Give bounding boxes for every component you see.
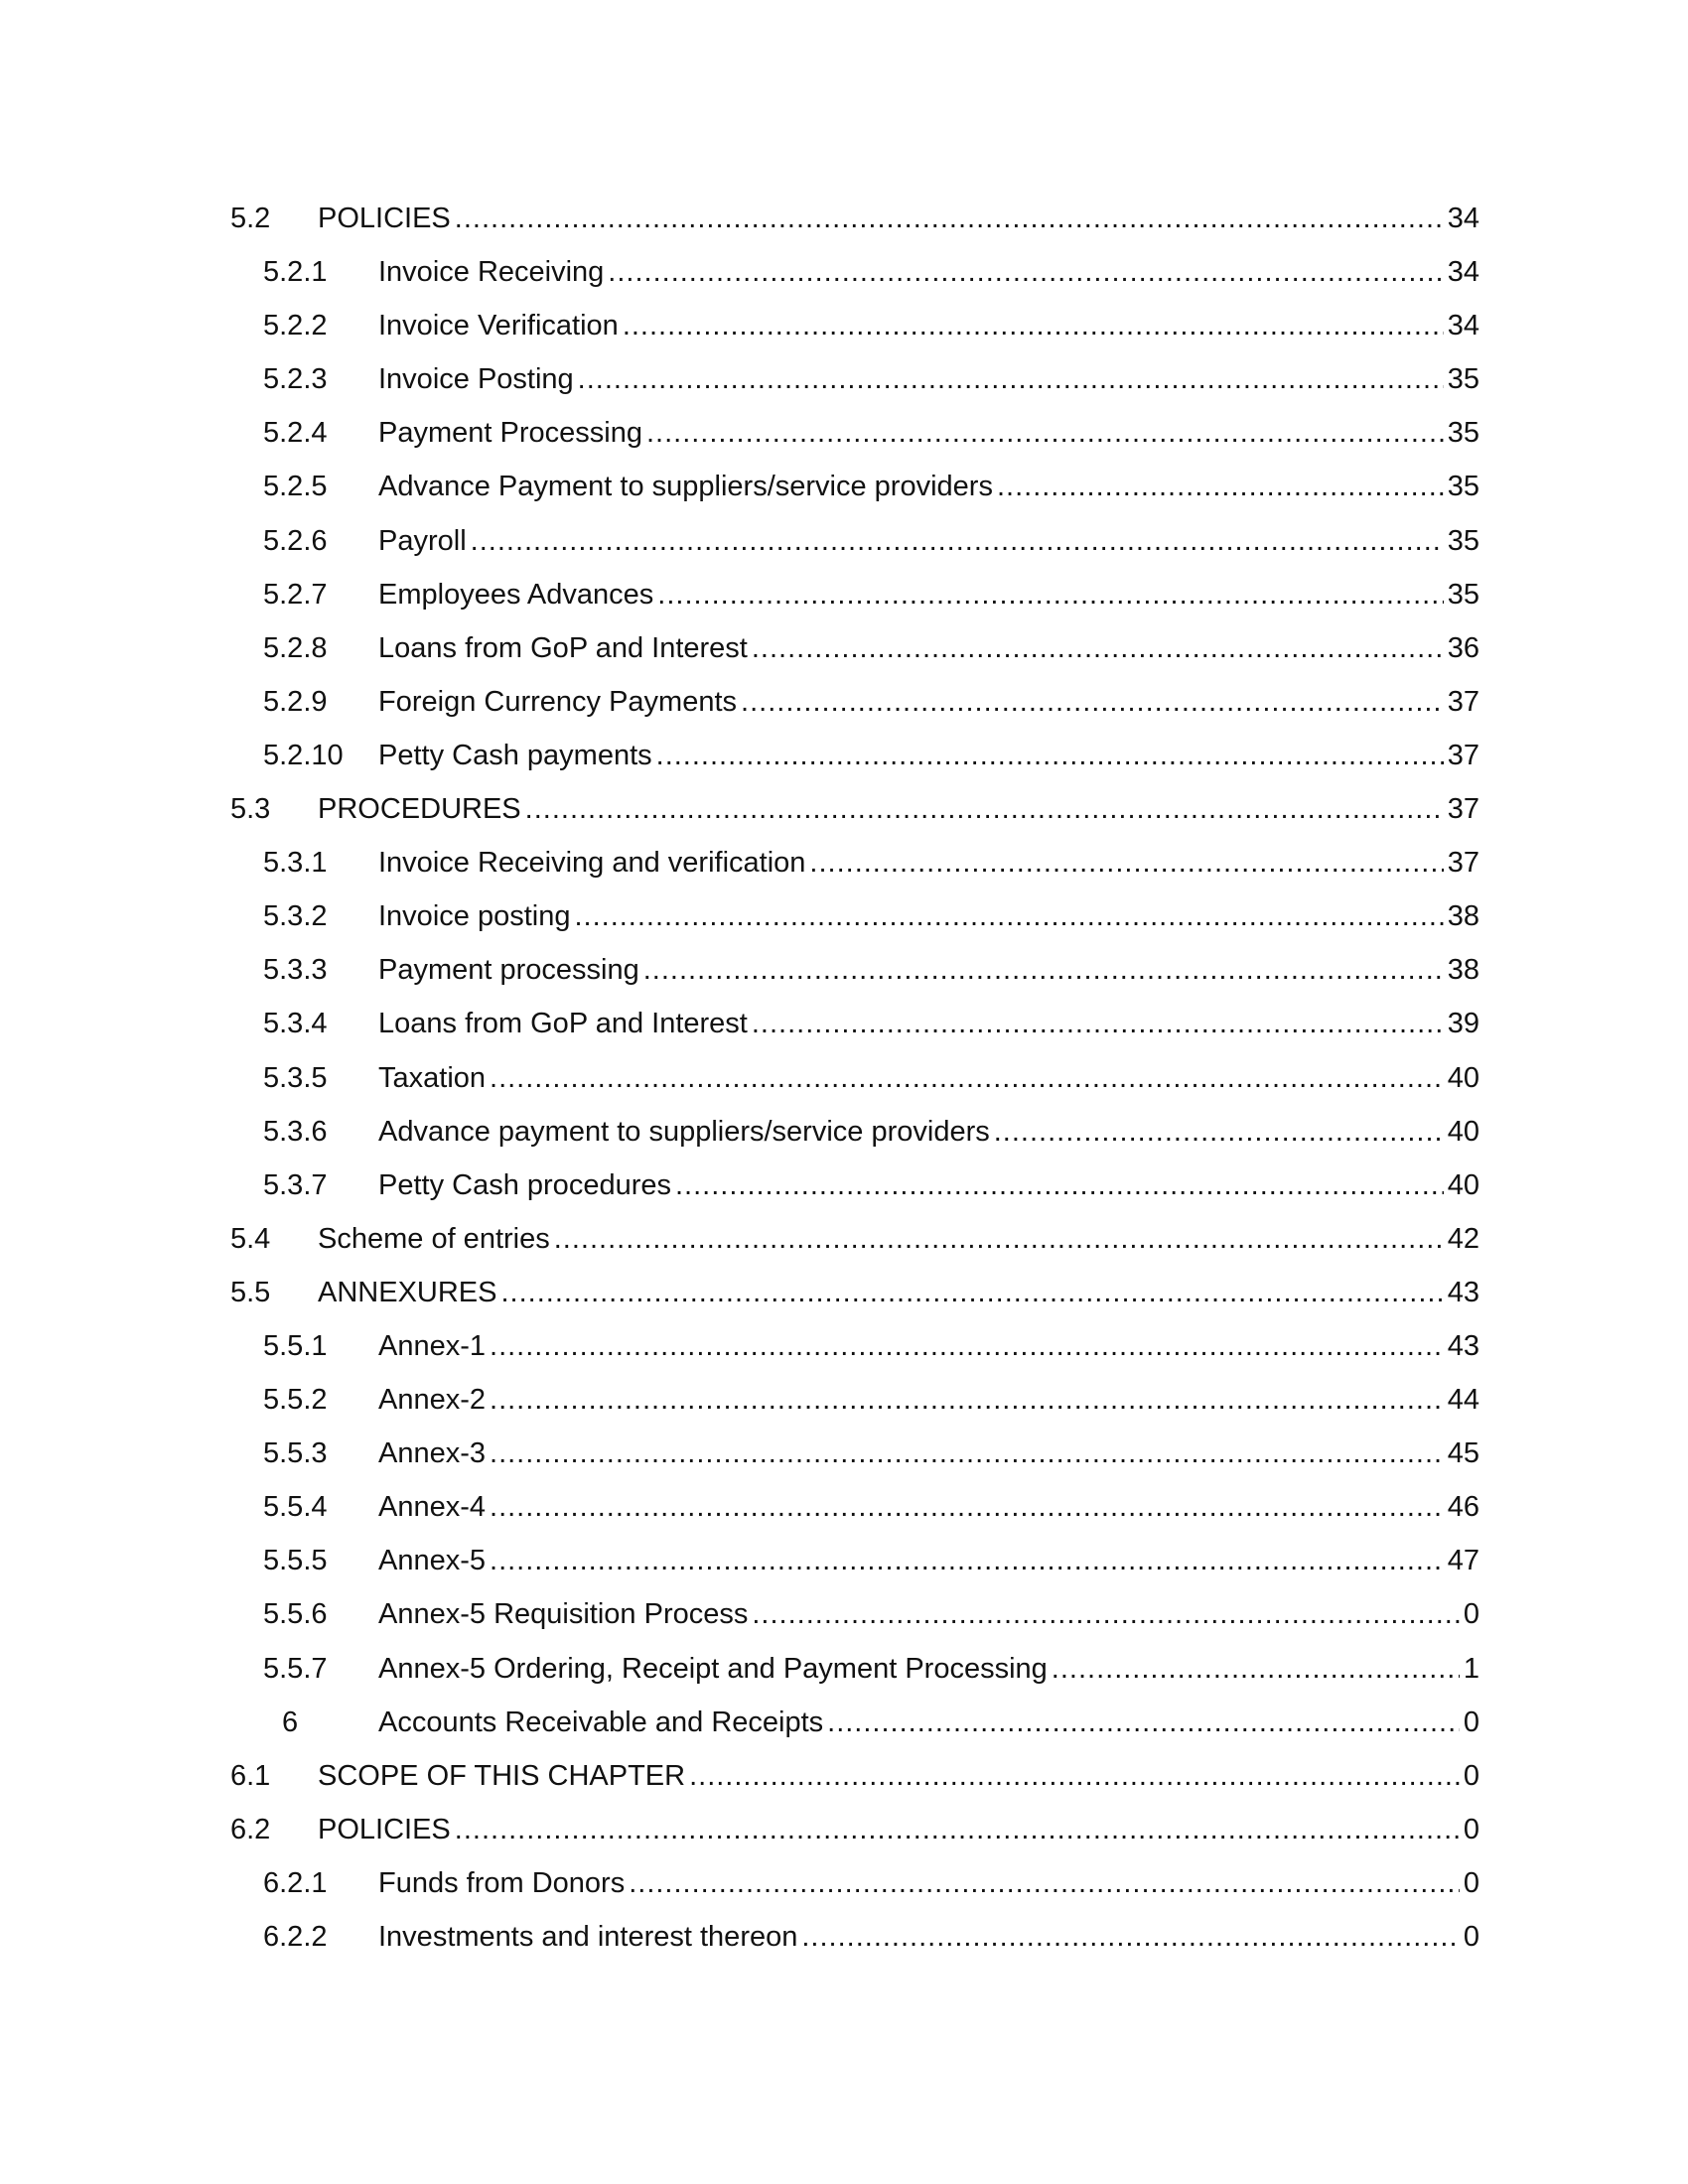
toc-entry-page-number[interactable]: 39 [1447,1008,1479,1040]
toc-entry[interactable] [0,359,1688,413]
toc-entry-number: 5.5.7 [263,1652,328,1685]
toc-dot-leader [675,1165,1444,1205]
toc-entry-number: 5.2.8 [263,631,328,664]
toc-entry[interactable] [0,1649,1688,1703]
toc-entry-page-number[interactable]: 0 [1463,1759,1479,1792]
toc-entry-title[interactable]: Petty Cash payments [378,739,652,771]
toc-dot-leader [490,1541,1444,1580]
toc-entry-title[interactable]: Taxation [378,1061,487,1094]
toc-entry-number: 5.2.7 [263,578,328,611]
toc-entry-page-number[interactable]: 35 [1447,578,1479,611]
toc-entry-title[interactable]: Annex-1 [378,1329,487,1362]
toc-entry-title[interactable]: Loans from GoP and Interest [378,1008,748,1040]
toc-entry-title[interactable]: Annex-4 [378,1491,487,1524]
toc-dot-leader [629,1863,1460,1903]
toc-entry[interactable] [0,843,1688,896]
toc-entry-number: 5.3.1 [263,847,328,880]
toc-dot-leader [455,1810,1460,1849]
toc-dot-leader [809,843,1443,883]
toc-entry-page-number[interactable]: 43 [1447,1276,1479,1308]
toc-entry-page-number[interactable]: 37 [1447,793,1479,826]
toc-entry-line [318,1756,1479,1796]
toc-dot-leader [501,1273,1444,1312]
toc-dot-leader [525,789,1444,829]
toc-entry-line [318,789,1479,829]
toc-dot-leader [994,1112,1444,1152]
toc-entry-number: 5.2.2 [263,310,328,342]
toc-entry-title[interactable]: Loans from GoP and Interest [378,631,748,664]
toc-entry-line [378,843,1479,883]
toc-entry-page-number[interactable]: 34 [1447,310,1479,342]
toc-entry-page-number[interactable]: 34 [1447,256,1479,289]
toc-entry-line [378,1487,1479,1527]
toc-dot-leader [752,1004,1444,1043]
toc-dot-leader [554,1219,1444,1259]
toc-entry[interactable] [0,1756,1688,1810]
toc-dot-leader [578,359,1444,399]
toc-entry-line [378,736,1479,775]
toc-entry[interactable] [0,896,1688,950]
toc-entry-title[interactable]: Funds from Donors [378,1866,626,1899]
toc-dot-leader [752,628,1444,668]
toc-entry-page-number[interactable]: 38 [1447,954,1479,987]
toc-entry-title[interactable]: SCOPE OF THIS CHAPTER [318,1759,686,1792]
toc-entry-number: 6.1 [230,1759,271,1792]
toc-entry-title[interactable]: Annex-2 [378,1384,487,1417]
toc-entry-line [378,359,1479,399]
toc-entry-title[interactable]: POLICIES [318,203,451,234]
toc-entry-title[interactable]: Invoice posting [378,900,571,933]
toc-entry[interactable] [0,1004,1688,1057]
toc-entry[interactable] [0,1433,1688,1487]
toc-entry-line [378,1594,1479,1634]
toc-entry-title[interactable]: POLICIES [318,1813,451,1845]
toc-entry-page-number[interactable]: 35 [1447,363,1479,396]
toc-entry-line [378,1058,1479,1098]
toc-entry[interactable] [0,1594,1688,1648]
toc-entry-title[interactable]: Annex-5 Ordering, Receipt and Payment Processing [378,1652,1048,1685]
toc-entry[interactable] [0,950,1688,1004]
toc-entry-title[interactable]: Advance Payment to suppliers/service providers [378,471,993,503]
toc-entry[interactable] [0,1219,1688,1273]
toc-entry-page-number[interactable]: 34 [1447,203,1479,234]
toc-entry-page-number[interactable]: 37 [1447,685,1479,718]
toc-entry-page-number[interactable]: 38 [1447,900,1479,933]
toc-entry-title[interactable]: Annex-5 Requisition Process [378,1598,749,1631]
toc-entry-number: 6.2.1 [263,1866,328,1899]
toc-dot-leader [1052,1649,1460,1689]
toc-entry-page-number[interactable]: 44 [1447,1384,1479,1417]
toc-entry-number: 5.2.5 [263,471,328,503]
toc-entry-page-number[interactable]: 35 [1447,417,1479,450]
toc-entry-number: 5.2.4 [263,417,328,450]
toc-entry[interactable] [0,1326,1688,1380]
toc-entry-line [378,521,1479,561]
toc-dot-leader [623,306,1444,345]
toc-entry-line [378,413,1479,453]
toc-entry[interactable] [0,736,1688,789]
toc-entry-page-number[interactable]: 37 [1447,739,1479,771]
toc-entry-title[interactable]: Accounts Receivable and Receipts [378,1706,824,1738]
toc-entry-title[interactable]: ANNEXURES [318,1276,497,1308]
toc-entry-line [318,1219,1479,1259]
toc-entry[interactable] [0,1810,1688,1863]
toc-entry-page-number[interactable]: 45 [1447,1437,1479,1470]
toc-entry-number: 5.2.6 [263,524,328,557]
toc-entry[interactable] [0,682,1688,736]
toc-dot-leader [574,896,1443,936]
toc-entry-line [378,1541,1479,1580]
toc-entry[interactable] [0,1541,1688,1594]
toc-entry-line [378,306,1479,345]
toc-dot-leader [689,1756,1460,1796]
toc-dot-leader [801,1917,1460,1957]
toc-entry-number: 5.3 [230,793,271,826]
toc-entry-page-number[interactable]: 40 [1447,1061,1479,1094]
toc-entry-title[interactable]: Foreign Currency Payments [378,685,738,718]
toc-entry-title[interactable]: Payment processing [378,954,639,987]
toc-entry-page-number[interactable]: 40 [1447,1168,1479,1201]
toc-entry-title[interactable]: Invoice Receiving [378,256,605,289]
toc-entry-line [378,682,1479,722]
toc-entry-number: 5.2 [230,203,271,234]
toc-entry-title[interactable]: Payroll [378,524,467,557]
toc-entry-line [378,1433,1479,1473]
toc-entry[interactable] [0,1165,1688,1219]
toc-entry-title[interactable]: Invoice Verification [378,310,619,342]
toc-entry-line [378,1703,1479,1742]
toc-entry-title[interactable]: Annex-3 [378,1437,487,1470]
toc-entry-number: 5.5 [230,1276,271,1308]
toc-entry-line [378,1863,1479,1903]
toc-entry-page-number[interactable]: 0 [1463,1813,1479,1845]
toc-entry-number: 5.3.5 [263,1061,328,1094]
toc-entry[interactable] [0,1487,1688,1541]
toc-dot-leader [471,521,1444,561]
toc-entry-title[interactable]: Employees Advances [378,578,654,611]
toc-entry-number: 5.3.4 [263,1008,328,1040]
toc-entry[interactable] [0,789,1688,843]
toc-entry-line [318,1273,1479,1312]
toc-entry-line [378,950,1479,990]
toc-entry-number: 5.3.7 [263,1168,328,1201]
toc-entry-line [378,1917,1479,1957]
toc-dot-leader [490,1326,1444,1366]
toc-entry-line [378,252,1479,292]
toc-entry-title[interactable]: Payment Processing [378,417,642,450]
toc-entry-number: 5.2.9 [263,685,328,718]
toc-entry-line [378,1004,1479,1043]
toc-entry-number: 5.5.3 [263,1437,328,1470]
toc-entry-number: 5.2.1 [263,256,328,289]
toc-dot-leader [490,1380,1444,1420]
toc-dot-leader [752,1594,1460,1634]
toc-entry-line [318,1810,1479,1849]
toc-entry-number: 5.5.2 [263,1384,328,1417]
toc-entry[interactable] [0,1917,1688,1971]
toc-dot-leader [490,1433,1444,1473]
toc-entry-page-number[interactable]: 0 [1463,1921,1479,1953]
toc-entry-page-number[interactable]: 46 [1447,1491,1479,1524]
toc-entry-page-number[interactable]: 37 [1447,847,1479,880]
toc-dot-leader [656,736,1444,775]
toc-entry-line [318,199,1479,238]
toc-entry-number: 5.2.3 [263,363,328,396]
toc-entry-number: 5.4 [230,1222,271,1255]
toc-entry-line [378,1165,1479,1205]
toc-entry-page-number[interactable]: 47 [1447,1545,1479,1577]
toc-entry-number: 5.5.1 [263,1329,328,1362]
toc-dot-leader [608,252,1443,292]
toc-entry-line [378,467,1479,506]
toc-entry-number: 5.2.10 [263,739,344,771]
toc-entry[interactable] [0,1058,1688,1112]
toc-entry-line [378,896,1479,936]
toc-dot-leader [490,1487,1444,1527]
toc-entry-line [378,1380,1479,1420]
toc-entry[interactable] [0,1863,1688,1917]
toc-entry[interactable] [0,628,1688,682]
toc-entry-number: 5.5.5 [263,1545,328,1577]
toc-dot-leader [657,575,1443,614]
toc-entry-title[interactable]: Invoice Receiving and verification [378,847,806,880]
toc-entry-number: 5.3.2 [263,900,328,933]
toc-dot-leader [741,682,1444,722]
toc-entry-title[interactable]: Annex-5 [378,1545,487,1577]
toc-dot-leader [646,413,1444,453]
toc-entry-page-number[interactable]: 43 [1447,1329,1479,1362]
toc-entry[interactable] [0,1703,1688,1756]
toc-entry-page-number[interactable]: 35 [1447,524,1479,557]
toc-entry-line [378,628,1479,668]
toc-entry-number: 6.2 [230,1813,271,1845]
toc-entry-page-number[interactable]: 35 [1447,471,1479,503]
toc-entry-page-number[interactable]: 42 [1447,1222,1479,1255]
toc-entry-page-number[interactable]: 0 [1463,1706,1479,1738]
table-of-contents [0,199,1688,1971]
toc-entry-title[interactable]: Invoice Posting [378,363,574,396]
toc-dot-leader [997,467,1444,506]
toc-entry-title[interactable]: Advance payment to suppliers/service providers [378,1115,990,1148]
toc-entry-page-number[interactable]: 0 [1463,1866,1479,1899]
toc-entry-line [378,575,1479,614]
toc-entry-title[interactable]: Scheme of entries [318,1222,550,1255]
toc-entry-number: 6 [282,1706,299,1738]
toc-entry-page-number[interactable]: 40 [1447,1115,1479,1148]
toc-entry-page-number[interactable]: 36 [1447,631,1479,664]
toc-entry[interactable] [0,252,1688,306]
toc-dot-leader [455,199,1444,238]
toc-entry[interactable] [0,575,1688,628]
toc-entry-line [378,1649,1479,1689]
toc-entry[interactable] [0,1273,1688,1326]
toc-entry-page-number[interactable]: 1 [1463,1652,1479,1685]
toc-entry-number: 5.3.6 [263,1115,328,1148]
toc-entry-number: 6.2.2 [263,1921,328,1953]
toc-entry-title[interactable]: PROCEDURES [318,793,521,826]
toc-entry[interactable] [0,467,1688,520]
toc-entry[interactable] [0,413,1688,467]
toc-entry-number: 5.5.6 [263,1598,328,1631]
toc-dot-leader [827,1703,1460,1742]
toc-entry-page-number[interactable]: 0 [1463,1598,1479,1631]
toc-entry[interactable] [0,1380,1688,1433]
toc-entry[interactable] [0,199,1688,252]
toc-entry[interactable] [0,1112,1688,1165]
toc-entry-number: 5.3.3 [263,954,328,987]
toc-dot-leader [490,1058,1444,1098]
toc-entry[interactable] [0,521,1688,575]
toc-entry-title[interactable]: Petty Cash procedures [378,1168,671,1201]
toc-entry[interactable] [0,306,1688,359]
toc-entry-line [378,1112,1479,1152]
toc-entry-number: 5.5.4 [263,1491,328,1524]
toc-entry-line [378,1326,1479,1366]
toc-entry-title[interactable]: Investments and interest thereon [378,1921,798,1953]
toc-dot-leader [643,950,1444,990]
